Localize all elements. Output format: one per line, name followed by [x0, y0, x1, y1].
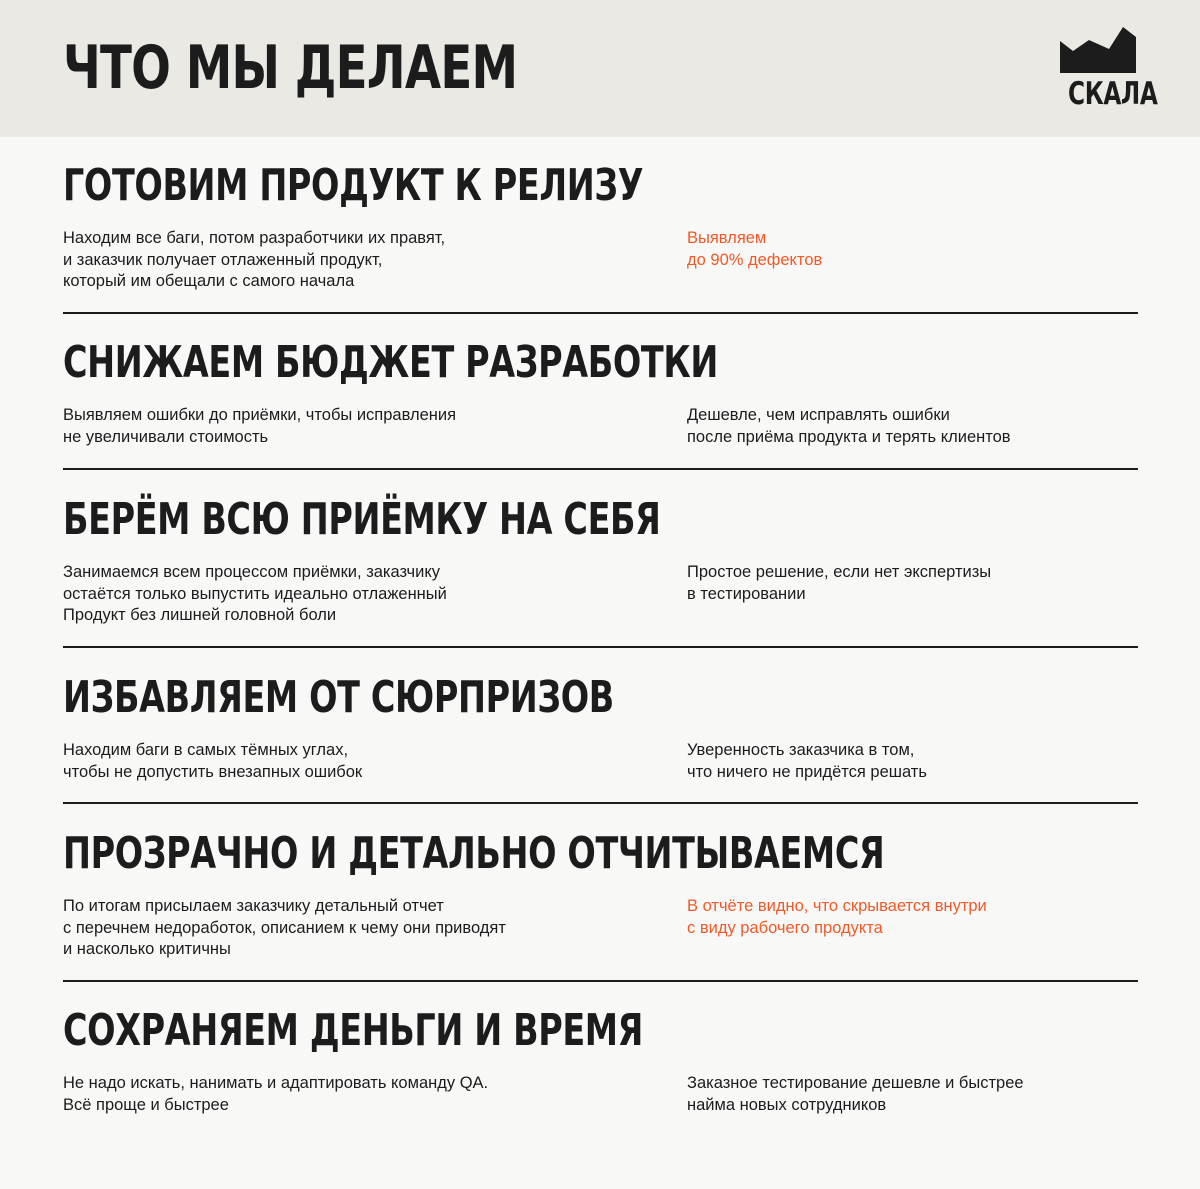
logo-text: СКАЛА: [1068, 76, 1158, 112]
section-benefit: [687, 740, 927, 783]
section-heading: СНИЖАЕМ БЮДЖЕТ РАЗРАБОТКИ: [63, 337, 718, 388]
description-line: По итогам присылаем заказчику детальный отчет: [63, 897, 444, 915]
section-heading: СОХРАНЯЕМ ДЕНЬГИ И ВРЕМЯ: [63, 1005, 644, 1056]
divider: [63, 980, 1138, 982]
section-heading: БЕРЁМ ВСЮ ПРИЁМКУ НА СЕБЯ: [63, 494, 661, 545]
benefit-line: в тестировании: [687, 584, 806, 603]
benefit-line: Заказное тестирование дешевле и быстрее: [687, 1074, 1024, 1092]
page-title: ЧТО МЫ ДЕЛАЕМ: [63, 33, 518, 103]
description-line: Занимаемся всем процессом приёмки, заказчику: [63, 563, 440, 581]
benefit-line: В отчёте видно, что скрывается внутри: [687, 897, 987, 915]
section-benefit: [687, 896, 987, 939]
description-line: остаётся только выпустить идеально отлаженный: [63, 584, 447, 603]
section-heading: ИЗБАВЛЯЕМ ОТ СЮРПРИЗОВ: [63, 672, 614, 723]
description-line: и насколько критичны: [63, 940, 231, 958]
section-description: [63, 740, 362, 783]
section-description: [63, 1073, 488, 1116]
benefit-line: что ничего не придётся решать: [687, 762, 927, 781]
divider: [63, 802, 1138, 804]
section-heading: ПРОЗРАЧНО И ДЕТАЛЬНО ОТЧИТЫВАЕМСЯ: [63, 828, 885, 879]
description-line: и заказчик получает отлаженный продукт,: [63, 250, 383, 269]
benefit-line: с виду рабочего продукта: [687, 918, 883, 937]
description-line: чтобы не допустить внезапных ошибок: [63, 762, 363, 781]
description-line: который им обещали с самого начала: [63, 272, 355, 290]
divider: [63, 646, 1138, 648]
benefit-line: Уверенность заказчика в том,: [687, 741, 915, 759]
description-line: с перечнем недоработок, описанием к чему они приводят: [63, 918, 506, 937]
divider: [63, 468, 1138, 470]
description-line: не увеличивали стоимость: [63, 427, 269, 446]
mountain-icon: [1060, 27, 1136, 73]
description-line: Продукт без лишней головной боли: [63, 606, 337, 624]
benefit-line: Простое решение, если нет экспертизы: [687, 563, 992, 581]
benefit-line: Выявляем: [687, 229, 767, 247]
benefit-line: после приёма продукта и терять клиентов: [687, 427, 1011, 446]
section-benefit: [687, 405, 1011, 448]
section-description: [63, 228, 445, 293]
section-benefit: [687, 228, 822, 271]
description-line: Находим баги в самых тёмных углах,: [63, 741, 349, 759]
benefit-line: найма новых сотрудников: [687, 1095, 887, 1114]
logo: [1058, 27, 1158, 113]
description-line: Находим все баги, потом разработчики их правят,: [63, 229, 446, 247]
divider: [63, 312, 1138, 314]
header: [0, 0, 1200, 137]
section-description: [63, 562, 447, 627]
description-line: Всё проще и быстрее: [63, 1095, 229, 1114]
section-benefit: [687, 562, 991, 605]
section-description: [63, 405, 456, 448]
benefit-line: Дешевле, чем исправлять ошибки: [687, 406, 950, 424]
description-line: Выявляем ошибки до приёмки, чтобы исправления: [63, 406, 457, 424]
description-line: Не надо искать, нанимать и адаптировать команду QA.: [63, 1074, 489, 1092]
section-description: [63, 896, 506, 961]
benefit-line: до 90% дефектов: [687, 250, 823, 269]
section-benefit: [687, 1073, 1024, 1116]
section-heading: ГОТОВИМ ПРОДУКТ К РЕЛИЗУ: [63, 160, 644, 211]
